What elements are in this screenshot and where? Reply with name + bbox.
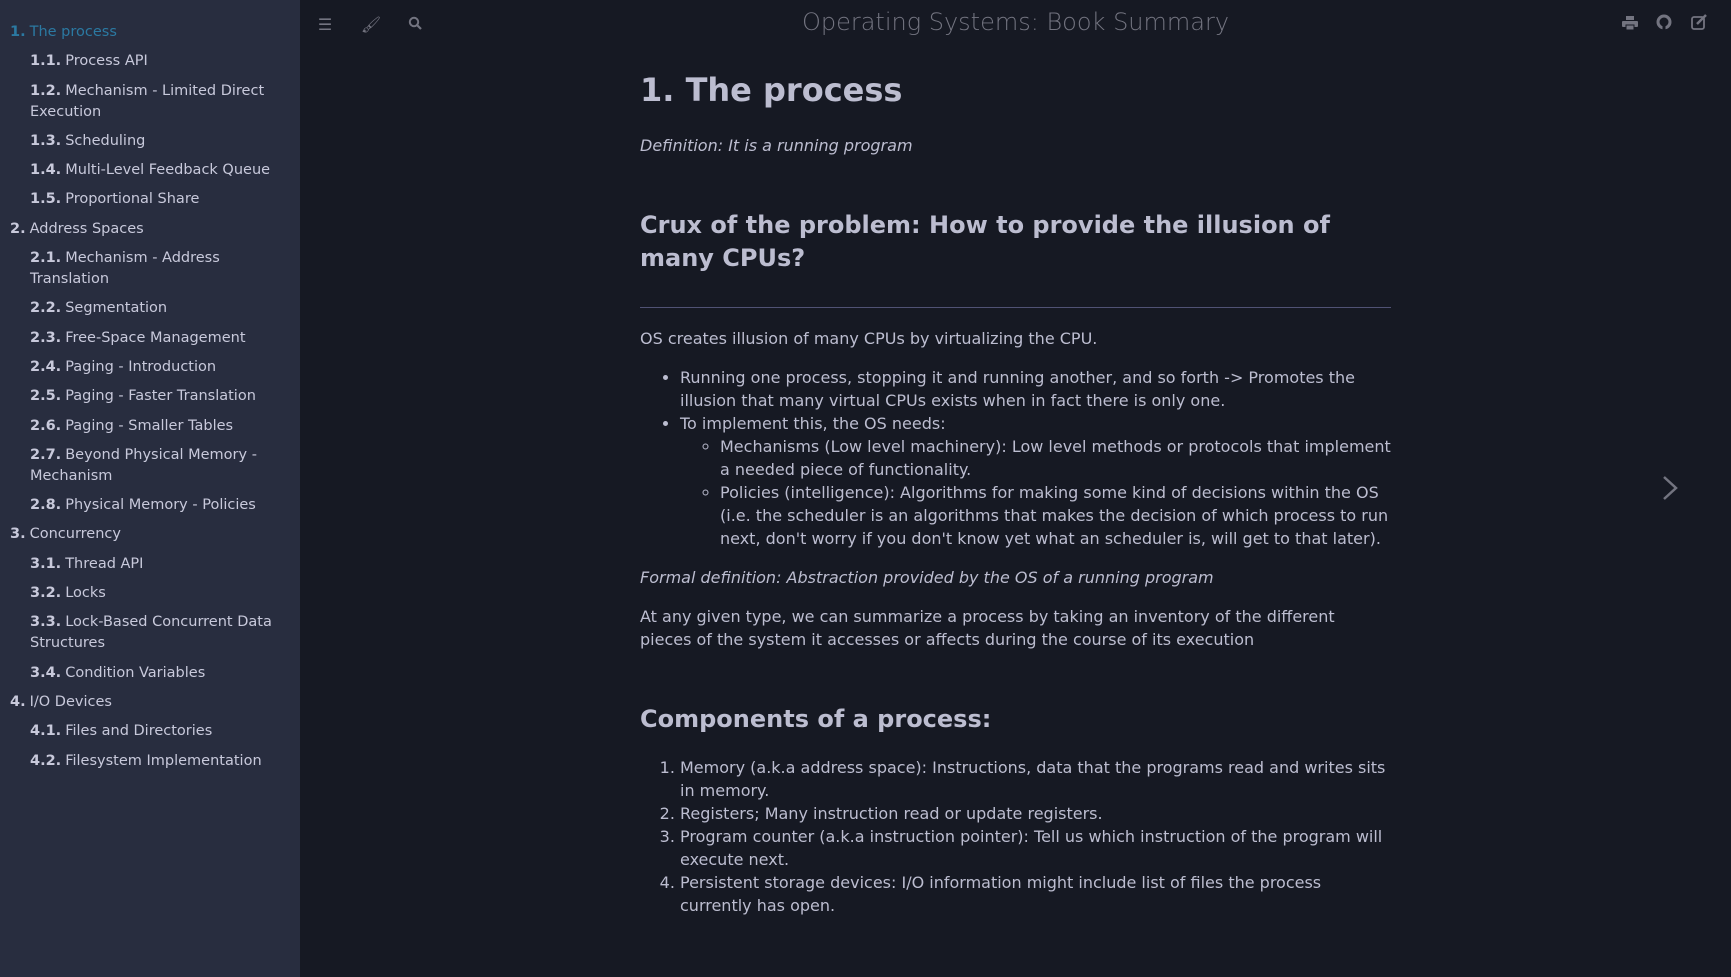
- chapter-label: Beyond Physical Memory - Mechanism: [30, 446, 257, 484]
- list-item: 4. Persistent storage devices: I/O information might include list of files the process currently has open.: [680, 871, 1391, 917]
- list-item: 2. Registers; Many instruction read or update registers.: [680, 802, 1391, 825]
- sidebar-item[interactable]: [10, 22, 290, 43]
- divider: [640, 307, 1391, 308]
- sidebar-item[interactable]: [10, 495, 290, 516]
- sidebar-item[interactable]: [10, 445, 290, 487]
- components-list: [640, 756, 1391, 917]
- chapter-label: Concurrency: [29, 526, 121, 543]
- chapter-label: Segmentation: [65, 300, 168, 317]
- chapter-label: Locks: [65, 585, 106, 602]
- sidebar-item[interactable]: [10, 554, 290, 575]
- chapter-number: 3.1.: [30, 555, 62, 572]
- sidebar-item[interactable]: [10, 298, 290, 319]
- bullet-list: [640, 366, 1391, 550]
- definition: Definition: It is a running program: [640, 136, 913, 155]
- chapter-number: 2.5.: [30, 388, 62, 405]
- sidebar-item[interactable]: [10, 160, 290, 181]
- chapter-number: 1.1.: [30, 53, 62, 70]
- chapter-label: Paging - Smaller Tables: [65, 417, 234, 434]
- chapter-number: 3.4.: [30, 664, 62, 681]
- sidebar-item[interactable]: [10, 416, 290, 437]
- paintbrush-icon[interactable]: 🖌: [360, 15, 382, 34]
- list-item: ◦ Policies (intelligence): Algorithms for making some kind of decisions within the OS (i.e. the scheduler is an algorithms that makes the decision of which process to run next, don't worry if you don't know yet what an scheduler is, will get to that later).: [720, 481, 1391, 550]
- chapter-number: 3.: [10, 526, 26, 543]
- components-heading: Components of a process:: [640, 705, 992, 733]
- list-item: 3. Program counter (a.k.a instruction pointer): Tell us which instruction of the program will execute next.: [680, 825, 1391, 871]
- chapter-number: 2.7.: [30, 446, 62, 463]
- sidebar-item[interactable]: [10, 81, 290, 123]
- chapter-number: 2.3.: [30, 329, 62, 346]
- sidebar-item[interactable]: [10, 131, 290, 152]
- sidebar: [0, 0, 300, 977]
- chapter-number: 3.3.: [30, 614, 62, 631]
- chapter-label: Mechanism - Address Translation: [30, 250, 220, 288]
- list-item: • To implement this, the OS needs: ◦ Mechanisms (Low level machinery): Low level methods or protocols that implement a needed piece of functionality. ◦ Policies (intelligence): Algorithms for making some kind of decisions within the OS (i.e. the scheduler is an algorithms that makes the decision of which process to run next, don't worry if you don't know yet what an scheduler is, will get to that later).: [680, 412, 1391, 550]
- chapter-number: 3.2.: [30, 585, 62, 602]
- chapter-number: 1.5.: [30, 191, 62, 208]
- chapter-number: 4.: [10, 693, 26, 710]
- sidebar-item[interactable]: [10, 612, 290, 654]
- print-icon[interactable]: [1619, 14, 1641, 36]
- sidebar-item[interactable]: [10, 328, 290, 349]
- chapter-number: 2.6.: [30, 417, 62, 434]
- sidebar-item[interactable]: [10, 189, 290, 210]
- chapter-label: Paging - Faster Translation: [65, 388, 256, 405]
- chapter-number: 1.: [10, 24, 26, 40]
- sidebar-item[interactable]: [10, 248, 290, 290]
- main-content: [640, 70, 1391, 933]
- chapter-number: 2.4.: [30, 358, 62, 375]
- chapter-label: Physical Memory - Policies: [65, 497, 256, 514]
- chapter-number: 2.: [10, 220, 26, 237]
- sidebar-item[interactable]: [10, 357, 290, 378]
- sidebar-item[interactable]: [10, 219, 290, 240]
- chapter-label: Free-Space Management: [65, 329, 246, 346]
- chapter-number: 2.1.: [30, 250, 62, 267]
- chapter-label: Paging - Introduction: [65, 358, 217, 375]
- chapter-label: Thread API: [65, 555, 144, 572]
- chapter-label: Process API: [65, 53, 148, 70]
- chapter-label: Proportional Share: [65, 191, 200, 208]
- page-heading: 1. The process: [640, 71, 903, 109]
- chapter-number: 1.4.: [30, 162, 62, 179]
- paragraph: OS creates illusion of many CPUs by virtualizing the CPU.: [640, 329, 1098, 348]
- sidebar-item[interactable]: [10, 386, 290, 407]
- next-chapter-button[interactable]: [1650, 470, 1690, 510]
- chapter-label: Files and Directories: [65, 723, 213, 740]
- menu-bar: [300, 0, 1731, 50]
- chapter-label: Condition Variables: [65, 664, 206, 681]
- chapter-number: 4.2.: [30, 752, 62, 769]
- github-icon[interactable]: [1653, 14, 1675, 36]
- chapter-label: Scheduling: [65, 132, 146, 149]
- chapter-number: 1.3.: [30, 132, 62, 149]
- book-title: Operating Systems: Book Summary: [801, 8, 1230, 36]
- chapter-label: Mechanism - Limited Direct Execution: [30, 82, 265, 120]
- sidebar-item[interactable]: [10, 751, 290, 772]
- chapter-label: The process: [29, 24, 117, 40]
- chapter-number: 4.1.: [30, 723, 62, 740]
- chapter-label: I/O Devices: [29, 693, 112, 710]
- list-item: ◦ Mechanisms (Low level machinery): Low level methods or protocols that implement a needed piece of functionality.: [720, 435, 1391, 481]
- chapter-label: Filesystem Implementation: [65, 752, 262, 769]
- sidebar-item[interactable]: [10, 51, 290, 72]
- sidebar-item[interactable]: [10, 524, 290, 545]
- paragraph: At any given type, we can summarize a process by taking an inventory of the different pieces of the system it accesses or affects during the course of its execution: [640, 607, 1335, 649]
- chapter-label: Address Spaces: [29, 220, 144, 237]
- chapter-number: 2.8.: [30, 497, 62, 514]
- sidebar-item[interactable]: [10, 663, 290, 684]
- list-item: • Running one process, stopping it and running another, and so forth -> Promotes the illusion that many virtual CPUs exists when in fact there is only one.: [680, 366, 1391, 412]
- sidebar-item[interactable]: [10, 692, 290, 713]
- chapter-number: 1.2.: [30, 82, 62, 99]
- list-item: 1. Memory (a.k.a address space): Instructions, data that the programs read and writes sits in memory.: [680, 756, 1391, 802]
- menu-icon[interactable]: ☰: [317, 15, 333, 34]
- sidebar-item[interactable]: [10, 583, 290, 604]
- formal-definition: Formal definition: Abstraction provided by the OS of a running program: [640, 568, 1214, 587]
- chapter-label: Multi-Level Feedback Queue: [65, 162, 271, 179]
- edit-icon[interactable]: [1688, 14, 1710, 36]
- crux-heading: Crux of the problem: How to provide the illusion of many CPUs?: [640, 211, 1330, 272]
- chapter-number: 2.2.: [30, 300, 62, 317]
- chapter-label: Lock-Based Concurrent Data Structures: [30, 614, 272, 652]
- sidebar-item[interactable]: [10, 721, 290, 742]
